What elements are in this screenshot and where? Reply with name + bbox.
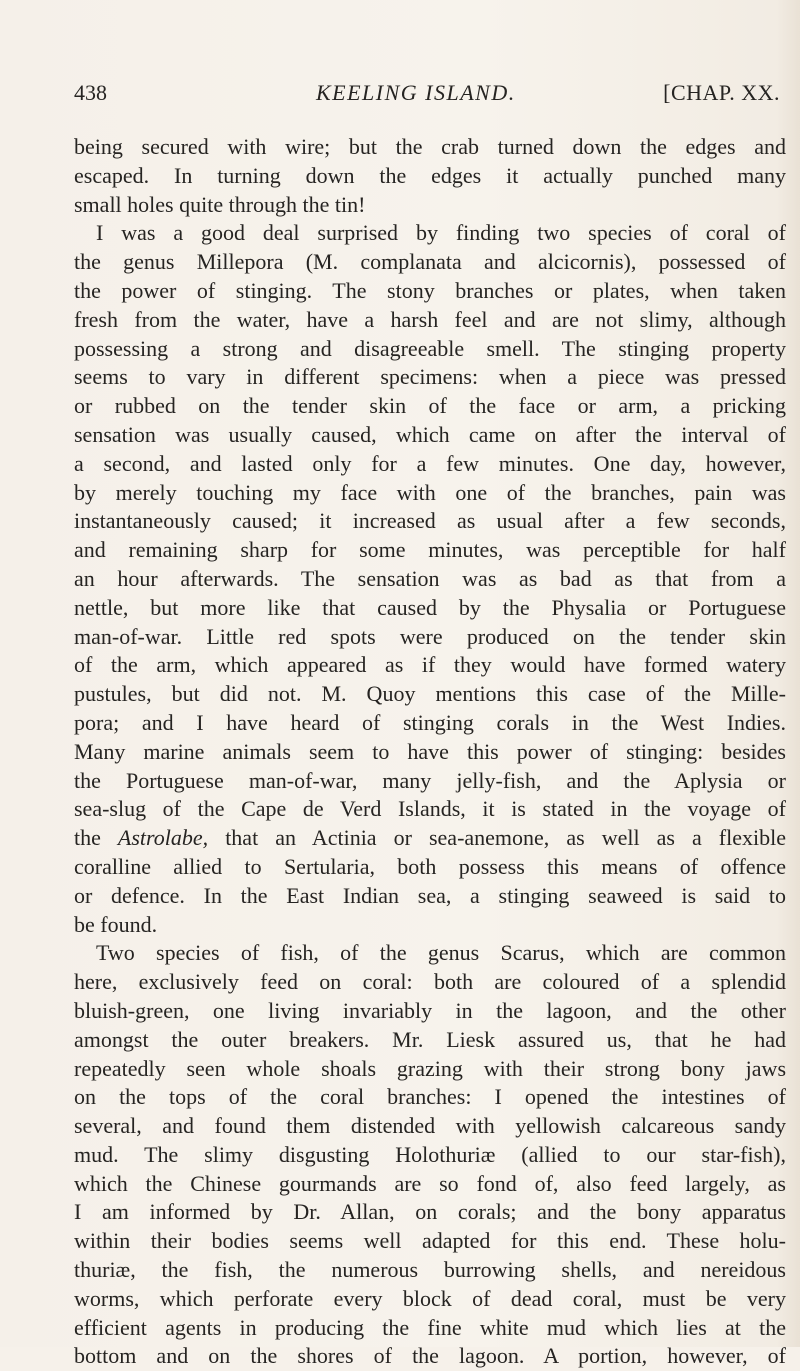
text-line: or defence. In the East Indian sea, a stinging seaweed is said to <box>74 882 786 908</box>
text-line: and remaining sharp for some minutes, was perceptible for half <box>74 537 786 563</box>
page-header <box>74 80 780 110</box>
text-line: being secured with wire; but the crab turned down the edges and <box>74 134 786 159</box>
text-line: a second, and lasted only for a few minutes. One day, however, <box>74 450 786 476</box>
text-line: man-of-war. Little red spots were produced on the tender skin <box>74 623 786 649</box>
text-fragment: that an Actinia or sea-anemone, as well as a flexible <box>208 825 786 851</box>
text-line: sea-slug of the Cape de Verd Islands, it is stated in the voyage of <box>74 796 786 822</box>
text-line: pora; and I have heard of stinging corals in the West Indies. <box>74 709 786 735</box>
paragraph-start-line: I was a good deal surprised by finding two species of coral of <box>96 220 786 246</box>
page-number: 438 <box>74 80 107 105</box>
text-line: by merely touching my face with one of the branches, pain was <box>74 479 786 505</box>
paragraph-start-line: Two species of fish, of the genus Scarus, which are common <box>96 940 786 966</box>
text-line: of the arm, which appeared as if they would have formed watery <box>74 652 786 678</box>
ship-name-italic: Astrolabe, <box>117 825 209 851</box>
chapter-reference: [CHAP. XX. <box>663 80 780 105</box>
running-title: KEELING ISLAND. <box>316 80 516 105</box>
text-line: sensation was usually caused, which came on after the interval of <box>74 421 786 447</box>
text-line: small holes quite through the tin! <box>74 191 366 217</box>
text-line: several, and found them distended with yellowish calcareous sandy <box>74 1113 786 1139</box>
text-line: bluish-green, one living invariably in the lagoon, and the other <box>74 997 786 1023</box>
text-line: I am informed by Dr. Allan, on corals; and the bony apparatus <box>74 1199 786 1225</box>
text-line: the Portuguese man-of-war, many jelly-fish, and the Aplysia or <box>74 767 786 793</box>
text-line: which the Chinese gourmands are so fond of, also feed largely, as <box>74 1170 786 1196</box>
text-line: the genus Millepora (M. complanata and alcicornis), possessed of <box>74 249 786 275</box>
text-line: pustules, but did not. M. Quoy mentions this case of the Mille- <box>74 681 786 707</box>
text-line: an hour afterwards. The sensation was as bad as that from a <box>74 565 786 591</box>
text-line: worms, which perforate every block of dead coral, must be very <box>74 1285 786 1311</box>
text-line: amongst the outer breakers. Mr. Liesk assured us, that he had <box>74 1026 786 1052</box>
text-line: instantaneously caused; it increased as usual after a few seconds, <box>74 508 786 534</box>
text-line: seems to vary in different specimens: when a piece was pressed <box>74 364 786 390</box>
text-line: possessing a strong and disagreeable smell. The stinging property <box>74 335 786 361</box>
text-line: Many marine animals seem to have this power of stinging: besides <box>74 738 786 764</box>
body-text <box>74 133 786 1371</box>
text-line: here, exclusively feed on coral: both are coloured of a splendid <box>74 969 786 995</box>
text-line: or rubbed on the tender skin of the face or arm, a pricking <box>74 393 786 419</box>
text-line: escaped. In turning down the edges it actually punched many <box>74 162 786 188</box>
text-line: the power of stinging. The stony branches or plates, when taken <box>74 277 786 303</box>
text-line: on the tops of the coral branches: I opened the intestines of <box>74 1084 786 1110</box>
text-fragment: the <box>74 825 118 851</box>
text-line: within their bodies seems well adapted for this end. These holu- <box>74 1228 786 1254</box>
text-line: be found. <box>74 911 158 937</box>
text-line: nettle, but more like that caused by the Physalia or Portuguese <box>74 594 786 620</box>
text-line: efficient agents in producing the fine white mud which lies at the <box>74 1314 786 1340</box>
text-line <box>74 824 786 853</box>
text-line: coralline allied to Sertularia, both possess this means of offence <box>74 853 786 879</box>
text-line: repeatedly seen whole shoals grazing with their strong bony jaws <box>74 1055 786 1081</box>
text-line: bottom and on the shores of the lagoon. A portion, however, of <box>74 1343 786 1369</box>
text-line: mud. The slimy disgusting Holothuriæ (allied to our star-fish), <box>74 1141 786 1167</box>
text-line: thuriæ, the fish, the numerous burrowing shells, and nereidous <box>74 1257 786 1283</box>
text-line: fresh from the water, have a harsh feel and are not slimy, although <box>74 306 786 332</box>
